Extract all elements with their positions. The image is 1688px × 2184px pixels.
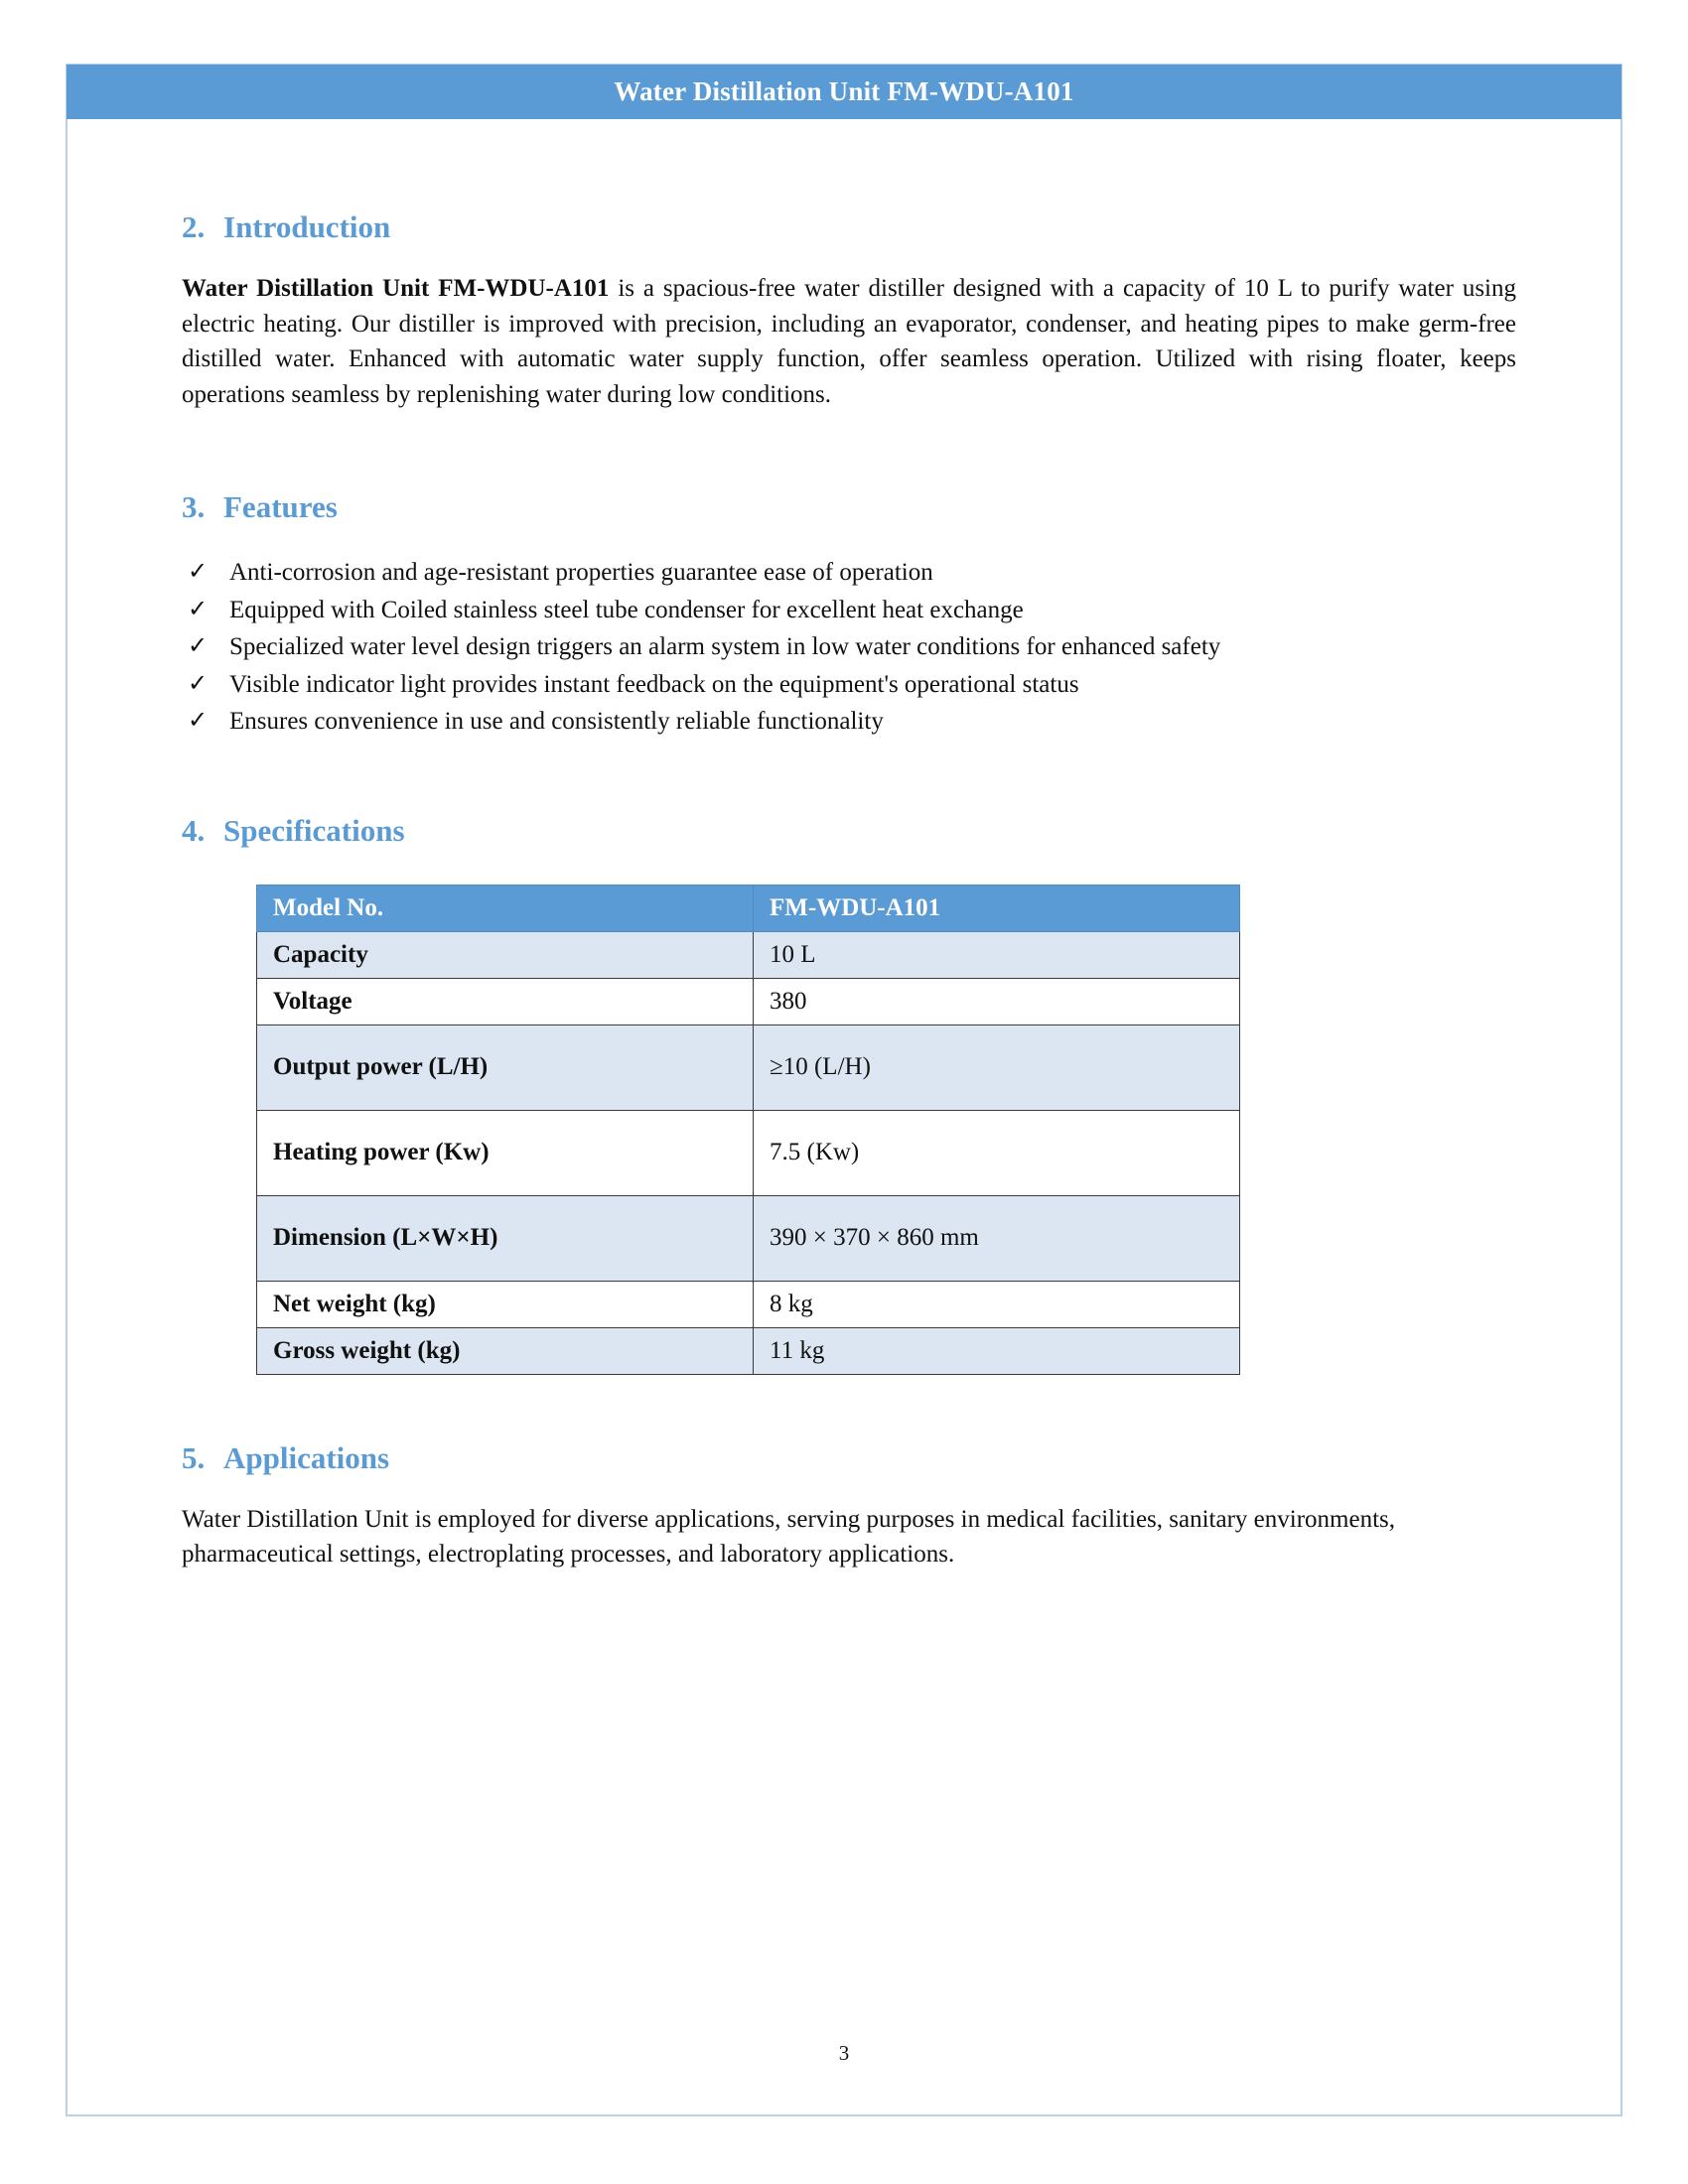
heading-introduction: [182, 209, 1516, 245]
table-row: [257, 931, 1240, 978]
list-item-label: Ensures convenience in use and consistently reliable functionality: [229, 708, 884, 735]
features-list: [182, 555, 1516, 740]
page-number: 3: [838, 2041, 850, 2065]
check-mark-icon: ✓: [188, 559, 209, 585]
list-item: [182, 667, 1516, 703]
specifications-table-wrapper: [68, 885, 1620, 1375]
heading-specifications: [182, 813, 1516, 849]
specifications-table: [256, 885, 1240, 1375]
heading-introduction-title: Introduction: [223, 209, 391, 244]
table-row: [257, 978, 1240, 1024]
list-item: [182, 629, 1516, 665]
table-cell-key: Net weight (kg): [257, 1281, 754, 1327]
table-cell-key: Dimension (L×W×H): [257, 1195, 754, 1281]
introduction-product-name: Water Distillation Unit FM-WDU-A101: [182, 275, 610, 302]
heading-specifications-number: 4.: [182, 812, 206, 848]
table-cell-value: 380: [754, 978, 1240, 1024]
check-mark-icon: ✓: [188, 633, 209, 659]
table-header-model-value: FM-WDU-A101: [754, 885, 1240, 931]
heading-applications-title: Applications: [223, 1439, 390, 1475]
check-mark-icon: ✓: [188, 670, 209, 697]
table-cell-key: Heating power (Kw): [257, 1110, 754, 1195]
list-item-label: Visible indicator light provides instant feedback on the equipment's operational status: [229, 670, 1079, 698]
list-item: [182, 555, 1516, 591]
heading-applications: [182, 1440, 1516, 1476]
table-row: [257, 1281, 1240, 1327]
heading-features-number: 3.: [182, 489, 206, 524]
list-item-label: Specialized water level design triggers an alarm system in low water conditions for enhanced safety: [229, 633, 1221, 660]
introduction-paragraph-body: is a spacious-free water distiller designed with a capacity of 10 L to purify water using electric heating. Our distiller is improved with precision, including an evaporator, condenser, and heating pipes to make germ-free distilled water. Enhanced with automatic water supply function, offer seamless operation. Utilized with rising floater, keeps operations seamless by replenishing water during low conditions.: [182, 275, 1516, 408]
heading-specifications-title: Specifications: [223, 812, 405, 848]
introduction-paragraph: [182, 271, 1516, 412]
section-applications: [68, 1440, 1620, 1572]
list-item: [182, 704, 1516, 740]
heading-features-title: Features: [223, 489, 338, 524]
table-cell-value: 390 × 370 × 860 mm: [754, 1195, 1240, 1281]
document-content: [68, 120, 1620, 2115]
check-mark-icon: ✓: [188, 708, 209, 734]
heading-features: [182, 489, 1516, 525]
table-cell-value: 7.5 (Kw): [754, 1110, 1240, 1195]
table-cell-value: 10 L: [754, 931, 1240, 978]
table-header-row: [257, 885, 1240, 931]
table-row: [257, 1195, 1240, 1281]
table-row: [257, 1110, 1240, 1195]
list-item-label: Anti-corrosion and age-resistant properties guarantee ease of operation: [229, 559, 933, 586]
table-header-model-no: Model No.: [257, 885, 754, 931]
check-mark-icon: ✓: [188, 596, 209, 622]
applications-paragraph: Water Distillation Unit is employed for diverse applications, serving purposes in medical facilities, sanitary environments, pharmaceutical settings, electroplating processes, and laboratory applications.: [182, 1505, 1395, 1568]
section-features: [68, 489, 1620, 740]
table-cell-key: Voltage: [257, 978, 754, 1024]
list-item: [182, 593, 1516, 628]
section-specifications: [68, 813, 1620, 849]
document-page: [66, 64, 1622, 2116]
table-row: [257, 1327, 1240, 1374]
heading-applications-number: 5.: [182, 1439, 206, 1475]
table-cell-value: ≥10 (L/H): [754, 1024, 1240, 1110]
heading-introduction-number: 2.: [182, 209, 206, 244]
document-title: Water Distillation Unit FM-WDU-A101: [614, 76, 1074, 106]
table-cell-key: Gross weight (kg): [257, 1327, 754, 1374]
table-cell-key: Capacity: [257, 931, 754, 978]
section-introduction: [68, 209, 1620, 412]
table-row: [257, 1024, 1240, 1110]
table-cell-key: Output power (L/H): [257, 1024, 754, 1110]
table-cell-value: 11 kg: [754, 1327, 1240, 1374]
page-header-banner: [67, 65, 1621, 119]
table-cell-value: 8 kg: [754, 1281, 1240, 1327]
list-item-label: Equipped with Coiled stainless steel tube condenser for excellent heat exchange: [229, 596, 1024, 623]
